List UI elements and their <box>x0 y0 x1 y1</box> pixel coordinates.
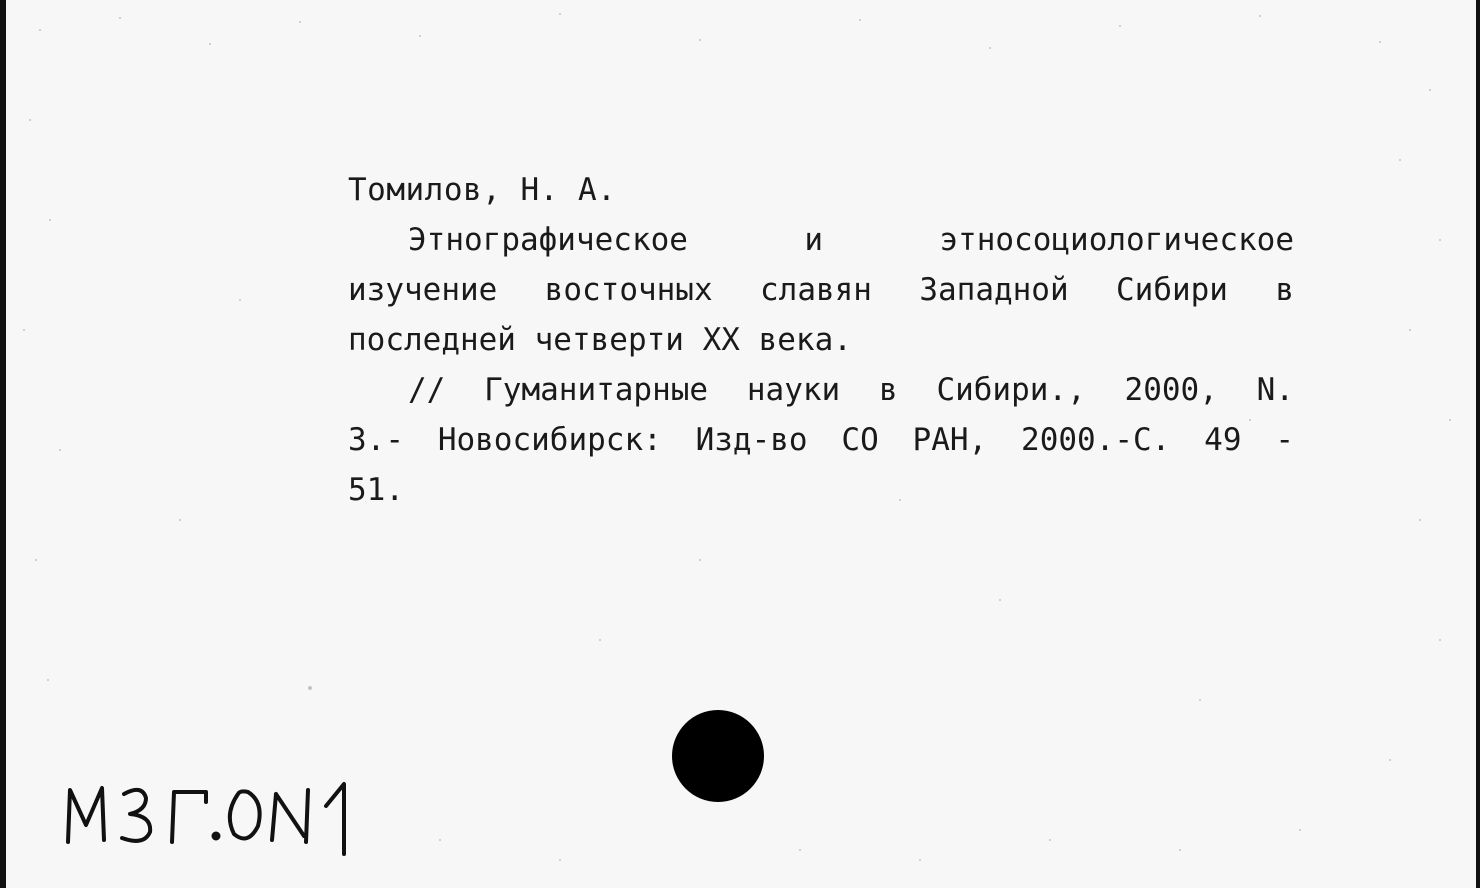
source-line-3: 51. <box>348 472 404 508</box>
title-line-1: Этнографическое и этносоциологическое <box>408 222 1294 258</box>
card-left-edge <box>0 0 6 888</box>
source-line-1: // Гуманитарные науки в Сибири., 2000, N. <box>408 372 1294 408</box>
source-line-2: 3.- Новосибирск: Изд-во СО РАН, 2000.-С. 49 - <box>348 422 1294 458</box>
punch-hole <box>672 710 764 802</box>
handwritten-shelf-mark <box>60 770 390 870</box>
author-name: Томилов, Н. А. <box>348 172 617 208</box>
title-line-2: изучение восточных славян Западной Сибири в <box>348 272 1294 308</box>
card-right-edge <box>1476 0 1480 888</box>
title-line-3: последней четверти XX века. <box>348 322 852 358</box>
